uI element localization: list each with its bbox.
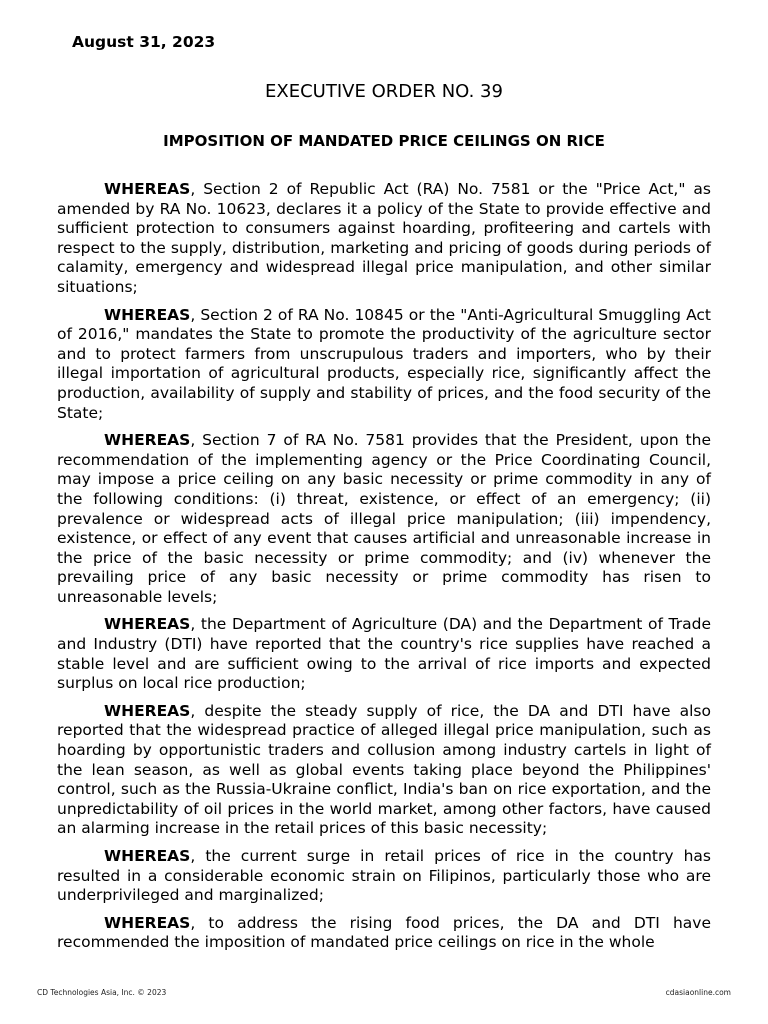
paragraph-text: , Section 7 of RA No. 7581 provides that the President, upon the recommendation of the implementing agency or the Price Coordinating Council, may impose a price ceiling on any basic necessity or prime commodity in any of the following conditions: (i) threat, existence, or effect of an emergency; (ii) prevalence or widespread acts of illegal price manipulation; (iii) impendency, existence, or effect of any event that causes artificial and unreasonable increase in the price of the basic necessity or prime commodity; and (iv) whenever the prevailing price of any basic necessity or prime commodity has risen to unreasonable levels; (57, 431, 711, 606)
paragraph (57, 702, 711, 839)
paragraph-lead: WHEREAS (104, 305, 191, 324)
paragraph-lead: WHEREAS (104, 913, 191, 932)
paragraph-text: , Section 2 of RA No. 10845 or the "Anti-Agricultural Smuggling Act of 2016," mandates the State to promote the productivity of the agriculture sector and to protect farmers from unscrupulous traders and importers, who by their illegal importation of agricultural products, especially rice, significantly affect the production, availability of supply and stability of prices, and the food security of the State; (57, 305, 711, 422)
document-title: EXECUTIVE ORDER NO. 39 (265, 81, 503, 102)
paragraph (57, 431, 711, 607)
paragraph (57, 615, 711, 693)
paragraph-lead: WHEREAS (104, 847, 191, 865)
paragraph-lead: WHEREAS (104, 180, 191, 198)
paragraph-text: , despite the steady supply of rice, the DA and DTI have also reported that the widespread practice of alleged illegal price manipulation, such as hoarding by opportunistic traders and collusion among industry cartels in light of the lean season, as well as global events taking place beyond the Philippines' control, such as the Russia-Ukraine conflict, India's ban on rice exportation, and the unpredictability of oil prices in the world market, among other factors, have caused an alarming increase in the retail prices of this basic necessity; (57, 701, 711, 838)
paragraph-text: , the Department of Agriculture (DA) and the Department of Trade and Industry (DTI) have reported that the country's rice supplies have reached a stable level and are sufficient owing to the arrival of rice imports and expected surplus on local rice production; (57, 615, 711, 693)
paragraph (57, 306, 711, 424)
paragraph-lead: WHEREAS (104, 615, 191, 634)
paragraph-text: , the current surge in retail prices of rice in the country has resulted in a considerable economic strain on Filipinos, particularly those who are underprivileged and marginalized; (57, 847, 711, 905)
paragraph (57, 847, 711, 906)
document-body (57, 180, 711, 961)
paragraph-text: , to address the rising food prices, the DA and DTI have recommended the imposition of mandated price ceilings on rice in the whole (57, 913, 711, 952)
paragraph-lead: WHEREAS (104, 431, 191, 450)
footer-site-link[interactable]: cdasiaonline.com (665, 988, 731, 997)
footer-copyright: CD Technologies Asia, Inc. © 2023 (37, 988, 167, 997)
document-date: August 31, 2023 (72, 33, 216, 51)
document-subject: IMPOSITION OF MANDATED PRICE CEILINGS ON RICE (163, 132, 605, 150)
paragraph-text: , Section 2 of Republic Act (RA) No. 7581 or the "Price Act," as amended by RA No. 10623, declares it a policy of the State to provide effective and sufficient protection to consumers against hoarding, profiteering and cartels with respect to the supply, distribution, marketing and pricing of goods during periods of calamity, emergency and widespread illegal price manipulation, and other similar situations; (57, 180, 711, 296)
paragraph (57, 914, 711, 953)
paragraph (57, 180, 711, 298)
paragraph-lead: WHEREAS (104, 701, 191, 720)
